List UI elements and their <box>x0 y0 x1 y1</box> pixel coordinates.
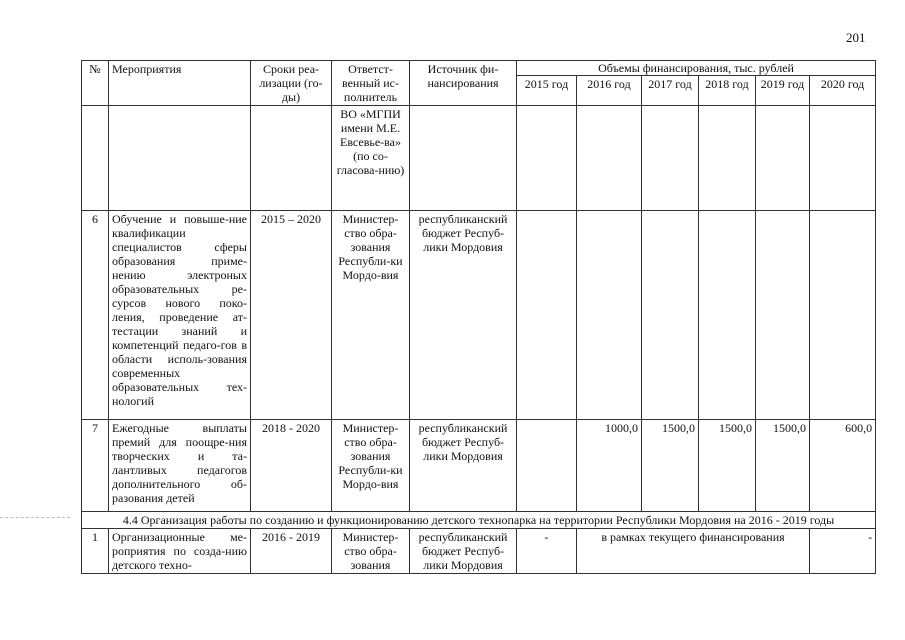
row7-value-2015 <box>517 420 577 512</box>
section-title: 4.4 Организация работы по созданию и функционированию детского технопарка на территории Республики Мордовия на 2016 - 2019 годы <box>82 512 876 529</box>
table-row <box>82 211 876 420</box>
header-row-1 <box>82 61 876 76</box>
header-year-2017: 2017 год <box>642 76 699 106</box>
row1-value-2020: - <box>810 529 876 574</box>
header-year-2015: 2015 год <box>517 76 577 106</box>
row6-timing: 2015 – 2020 <box>251 211 332 420</box>
section-row <box>82 512 876 529</box>
header-year-2018: 2018 год <box>699 76 756 106</box>
row7-executor: Министер-ство обра-зования Республи-ки Мордо-вия <box>332 420 410 512</box>
header-funding: Объемы финансирования, тыс. рублей <box>517 61 876 76</box>
scan-mark-left <box>0 517 70 518</box>
table-row <box>82 420 876 512</box>
page-number: 201 <box>846 30 866 45</box>
row7-value-2017: 1500,0 <box>642 420 699 512</box>
row1-num: 1 <box>82 529 109 574</box>
row6-executor: Министер-ство обра-зования Республи-ки Мордо-вия <box>332 211 410 420</box>
table-row <box>82 529 876 574</box>
row7-num: 7 <box>82 420 109 512</box>
header-source: Источник фи-нансирования <box>410 61 517 106</box>
row1-activity: Организационные ме-роприятия по созда-нию детского техно- <box>109 529 251 574</box>
row1-value-2015: - <box>517 529 577 574</box>
row6-source: республиканский бюджет Респуб-лики Мордовия <box>410 211 517 420</box>
row1-timing: 2016 - 2019 <box>251 529 332 574</box>
header-activities: Мероприятия <box>109 61 251 106</box>
row6-num: 6 <box>82 211 109 420</box>
funding-table <box>81 60 876 574</box>
row7-value-2018: 1500,0 <box>699 420 756 512</box>
header-year-2019: 2019 год <box>756 76 810 106</box>
row7-timing: 2018 - 2020 <box>251 420 332 512</box>
row7-value-2016: 1000,0 <box>577 420 642 512</box>
row7-source: республиканский бюджет Респуб-лики Мордовия <box>410 420 517 512</box>
row7-value-2019: 1500,0 <box>756 420 810 512</box>
row7-value-2020: 600,0 <box>810 420 876 512</box>
header-num: № <box>82 61 109 106</box>
header-year-2016: 2016 год <box>577 76 642 106</box>
header-timing: Сроки реа-лизации (го-ды) <box>251 61 332 106</box>
row1-executor: Министер-ство обра-зования <box>332 529 410 574</box>
row7-activity: Ежегодные выплаты премий для поощре-ния творческих и та-лантливых педагогов дополнительного об-разования детей <box>109 420 251 512</box>
row1-source: республиканский бюджет Респуб-лики Мордовия <box>410 529 517 574</box>
row1-merged-funding: в рамках текущего финансирования <box>577 529 810 574</box>
row6-activity: Обучение и повыше-ние квалификации специалистов сферы образования приме-нению электроных образовательных ре-сурсов нового поко-ления, проведение ат-тестации знаний и компетенций педаго-гов в области исполь-зования современных образовательных тех-нологий <box>109 211 251 420</box>
header-executor: Ответст-венный ис-полнитель <box>332 61 410 106</box>
header-year-2020: 2020 год <box>810 76 876 106</box>
continuation-executor: ВО «МГПИ имени М.Е. Евсевье-ва» (по со-гласова-нию) <box>332 106 410 211</box>
continuation-row <box>82 106 876 211</box>
